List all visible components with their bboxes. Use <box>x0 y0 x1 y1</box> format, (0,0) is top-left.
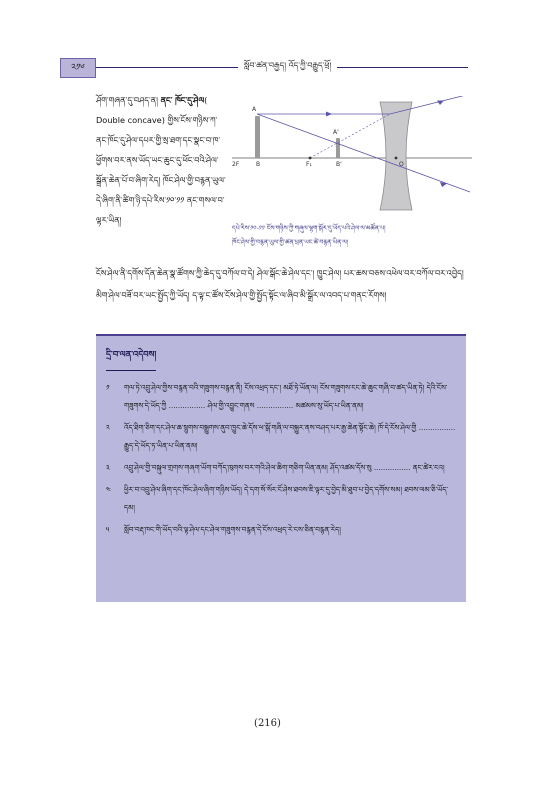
exercise-text: འོད་ཐིག་ཅིག་དང་ཤེལ་ཆ་སྙུགས་བསྒྱུགས་ནུབ་ཁྱུང་ཆེ་དོས་ཕ་སྒོ་གཞི་ལ་བསྐྱུར་ནས་བཤད་པར་རྒྱ་ཆེན་སྟོང་ཆེ། ཁོ་དེ་ངོས་ཤེལ་གྱི ................ རྒྱུད་དེ་ཡོད་ཏ་ཡིན་པ་ཡིན་ནམ། <box>124 423 456 450</box>
ray-arrowhead-1 <box>326 112 332 117</box>
exercise-number: ༥ <box>106 525 110 534</box>
image-arrow <box>336 138 340 158</box>
exercise-item <box>106 419 456 455</box>
exercise-number: ༢ <box>106 423 110 432</box>
exercise-text: སློབ་བརྡ་ཁང་གི་ཡོད་བའི་ལྟ་ཤེལ་དང་ཤེལ་གཟུགས་བརྙན་དེ་ངོས་འཕྲད་རེ་ངས་ཅིན་བརྙན་རེད། <box>124 525 341 534</box>
exercise-number: ༣ <box>106 463 110 472</box>
caption-line1: དཔེ་རིས་༡༠-༡༡ ངོས་གཉིས་ཀྱི་གཞུལ་ལྷག་སྐོར་དུ་ཡོད་པའི་ཤེལ་ལ་མཚོན་པ། <box>232 225 386 232</box>
lens-center <box>395 157 398 160</box>
page-number: (216) <box>254 718 281 729</box>
header-page-label: ༢༡༦ <box>60 58 96 78</box>
exercise-item <box>106 459 456 477</box>
caption-line2: ཁོང་ཤེལ་གྱི་བརྙན་ཡུལ་གྱི་ཚན་ཕྲན་ཡང་ཚེ་བརྙན་ཡིན་ལ། <box>232 239 349 246</box>
label-2f: 2F <box>232 161 240 168</box>
body-paragraph: ངོས་ཤེལ་ནི་དགོས་དོན་ཆེན་སྣ་ཚོགས་ཀྱི་ཆེད་དུ་བཀོལ་བ་དེ། ཤེལ་སྒོང་ཆེ་ཤེལ་དང་། ཁྱུང་ཤེལ། པར་ཆས་བཅས་འཕེལ་བར་བཀོལ་བར་འབྱེད། མིག་ཤེལ་བཟོ་བར་ཡང་སྤྱོད་ཀྱི་ཡོད། ད་ལྟ་ང་ཚོས་ངོས་ཤེལ་གྱི་སྤྱོད་སྟོང་ལ་ཞིབ་མི་སྒྲོར་ལ་འབད་པ་གནང་རོགས། <box>96 268 464 300</box>
ray-center <box>257 114 470 192</box>
intro-bold1: ནང་ <box>160 95 173 105</box>
ray-extension <box>310 114 390 158</box>
exercise-number: ༡ <box>106 383 110 392</box>
label-f1: F₁ <box>306 161 312 168</box>
label-a-prime: A' <box>333 129 339 136</box>
exercise-item <box>106 379 456 415</box>
intro-line2: གྱིས་ངོས་གཉིས་ཀ་ནང་ཁོང་དུ་ཤེལ་དཔར་གྱི་སྲ་ཐག་དང་སྣང་བ་ཁ་ཕྱོགས་བར་ནས་ཡོད་ཡང་ཆུང་དུ་ཕོང་བའི་ཤེལ་སྒྲོན་ཆེན་པོ་བ་ཞིག་རེད། ཁོང་ཤེལ་གྱི་བརྙན་ཡུལ་དེ་ཞིག་ནི་ཚིག་ཉི་དཔེ་རིས་༡༠་༡༡ ནང་གསལ་བ་ལྟར་ཡིན། <box>96 115 226 225</box>
exercise-box <box>96 334 466 602</box>
exercise-text: འབྲུ་ཤེལ་གྱི་བསྐུལ་གྲགས་གཞག་ཡོག་བཀོད་ཁུགས་བར་གའི་ཤེལ་ཆིག་གཅིག་ཡིན་ནམ། ཤོད་འཚམ་དོས་སུ ................ ནང་ཚེར་ངའ། <box>124 463 445 472</box>
focal-point-f1 <box>309 157 312 160</box>
label-b-prime: B' <box>336 161 342 168</box>
concave-lens <box>380 102 412 210</box>
exercise-item <box>106 521 456 539</box>
object-arrow <box>255 116 260 158</box>
exercise-text: ཕྱིར་བ་འབྲུ་ཤེལ་ཞིག་དང་ཁོང་ཤེལ་ཞིག་གཉིས་ཡོད། དེ་དག་སོ་སོར་ངོ་ཤེས་ཐབས་ཇི་ལྟར་དུ་བྱེད་མི་ཐུབ་པ་བྱེད་དགོས་སམ། ཐབས་ལམ་ཅི་ཡོད་དམ། <box>124 485 449 512</box>
header-title: སློབ་ཚན་བརྒྱད། འོད་ཀྱི་བརྒྱུད་ཕྲོ། <box>238 56 337 79</box>
ray-arrowhead-2 <box>437 101 444 106</box>
ray-arrowhead-3 <box>440 182 447 187</box>
exercise-number: ༤ <box>106 485 111 494</box>
label-a: A <box>252 106 257 113</box>
intro-line1: ཤོག་གཞན་དུ་བཤད་ན། <box>96 95 161 105</box>
intro-text <box>96 90 226 230</box>
label-o: O <box>399 161 404 168</box>
exercise-text: གལ་ཏེ་འབྲུ་ཤེལ་གྱིས་བརྙན་བའི་གཟུགས་བརྙན་ནི། ངོས་འཕྲད་དང་། མཐོ་ཏེ་ཡོན་ལ། ངོས་གཟུགས་ངང་ཆེ་ཆུང་གཞི་བ་ཚད་ཡིན་ཏེ། དེའི་ངོས་གཟུགས་དེ་ཡོད་ཀྱི ................ ཤེལ་གྱི་འབྱུང་གནས ................ མཚམས་སུ་ཡོད་པ་ཡིན་ནམ། <box>124 383 448 410</box>
intro-bold2: ཁོང་དུ་ཤེལ <box>175 95 205 105</box>
exercise-title: དྲི་བ་ལན་འདེབས། <box>106 346 156 371</box>
label-b: B <box>256 161 261 168</box>
figure-caption <box>232 222 472 250</box>
exercise-item <box>106 481 456 517</box>
lens-ray-diagram <box>232 96 472 216</box>
intro-paren: ( Double concave) <box>96 95 208 125</box>
